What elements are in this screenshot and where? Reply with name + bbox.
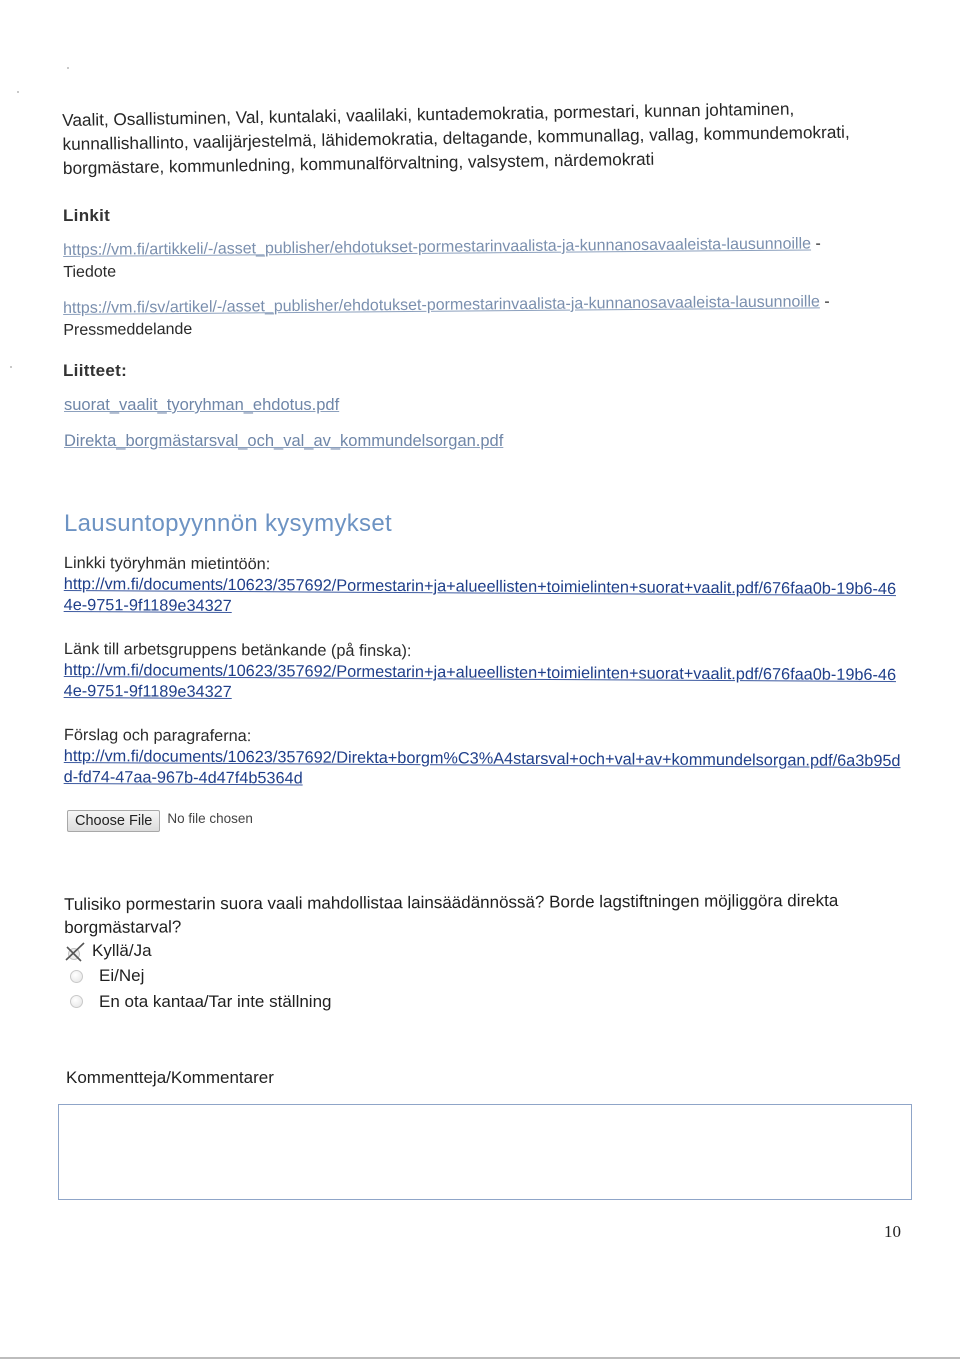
attachment-item [64, 432, 503, 451]
section-title: Lausuntopyynnön kysymykset [64, 510, 392, 537]
attachment-link-sv[interactable]: Direkta_borgmästarsval_och_val_av_kommundelsorgan.pdf [64, 432, 504, 450]
keywords-paragraph: Vaalit, Osallistuminen, Val, kuntalaki, vaalilaki, kuntademokratia, pormestari, kunnan johtaminen, kunnallishallinto, vaalijärjestelmä, lähidemokratia, deltagande, kommunallag, vallag, kommundemokrati, borgmästare, kommunledning, kommunalförvaltning, valsystem, närdemokrati [62, 98, 850, 178]
link-item [63, 291, 863, 342]
file-status: No file chosen [167, 810, 253, 826]
attachments-heading: Liitteet: [63, 361, 128, 380]
option-label: En ota kantaa/Tar inte ställning [99, 991, 332, 1011]
report-link-sv[interactable]: http://vm.fi/documents/10623/357692/Pormestarin+ja+alueellisten+toimielinten+suorat+vaalit.pdf/676faa0b-19b6-464e-9751-9f1189e34327 [63, 660, 897, 702]
answer-options [70, 938, 331, 1015]
scan-speck [10, 366, 12, 368]
link-suffix: - Pressmeddelande [63, 293, 830, 339]
option-no-opinion[interactable] [70, 989, 331, 1015]
file-upload [67, 810, 253, 832]
radio-button[interactable] [70, 970, 83, 983]
info-label: Länk till arbetsgruppens betänkande (på finska): [63, 640, 412, 661]
attachment-item [64, 396, 339, 415]
info-label: Förslag och paragraferna: [63, 726, 252, 746]
info-block [64, 639, 904, 707]
choose-file-button[interactable]: Choose File [67, 810, 160, 832]
report-link-fi[interactable]: http://vm.fi/documents/10623/357692/Pormestarin+ja+alueellisten+toimielinten+suorat+vaalit.pdf/676faa0b-19b6-464e-9751-9f1189e34327 [63, 574, 897, 616]
press-release-link-sv[interactable]: https://vm.fi/sv/artikel/-/asset_publisher/ehdotukset-pormestarinvaalista-ja-kunnanosavaaleista-lausunnoille [63, 293, 820, 317]
press-release-link-fi[interactable]: https://vm.fi/artikkeli/-/asset_publisher/ehdotukset-pormestarinvaalista-ja-kunnanosavaaleista-lausunnoille [63, 235, 812, 259]
check-x-icon [64, 940, 90, 962]
comment-label: Kommentteja/Kommentarer [66, 1068, 274, 1087]
page-number: 10 [884, 1222, 901, 1241]
link-suffix: - Tiedote [63, 235, 821, 281]
scan-speck [67, 67, 69, 69]
radio-button[interactable] [70, 995, 83, 1008]
option-label: Kyllä/Ja [92, 940, 152, 960]
scan-speck [17, 91, 19, 93]
option-no[interactable] [70, 964, 331, 990]
info-label: Linkki työryhmän mietintöön: [63, 554, 271, 574]
links-heading: Linkit [63, 206, 111, 225]
info-block [64, 553, 904, 621]
comment-textarea[interactable] [58, 1104, 912, 1200]
attachment-link-fi[interactable]: suorat_vaalit_tyoryhman_ehdotus.pdf [64, 396, 340, 414]
proposal-link[interactable]: http://vm.fi/documents/10623/357692/Direkta+borgm%C3%A4starsval+och+val+av+kommundelsorgan.pdf/6a3b95dd-fd74-47aa-967b-4d47f4b5364d [63, 746, 901, 788]
option-label: Ei/Nej [99, 966, 145, 986]
info-block [64, 725, 904, 793]
scan-edge-line [0, 1357, 960, 1359]
link-item [63, 233, 863, 284]
question-text: Tulisiko pormestarin suora vaali mahdollistaa lainsäädännössä? Borde lagstiftningen möjliggöra direkta borgmästarval? [64, 890, 839, 937]
option-yes[interactable] [70, 938, 331, 964]
